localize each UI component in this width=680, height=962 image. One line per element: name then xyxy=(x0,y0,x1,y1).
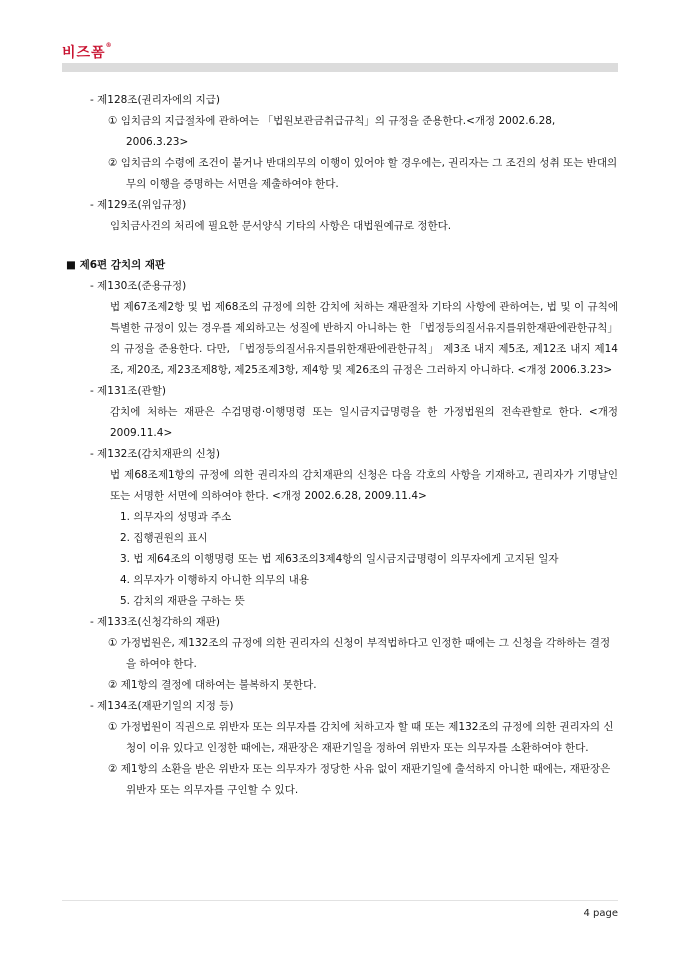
article-129-title: - 제129조(위임규정) xyxy=(90,199,187,211)
page-number: 4 page xyxy=(583,908,618,919)
article-132-item: 4. 의무자가 이행하지 아니한 의무의 내용 xyxy=(120,574,309,586)
spacer xyxy=(62,237,618,255)
article-131-title: - 제131조(관할) xyxy=(90,385,166,397)
footer-divider xyxy=(62,900,618,901)
article-132-title: - 제132조(감치재판의 신청) xyxy=(90,448,220,460)
section-title: ■ 제6편 감치의 재판 xyxy=(66,259,166,271)
article-134-title: - 제134조(재판기일의 지정 등) xyxy=(90,700,234,712)
bizform-logo xyxy=(62,42,113,62)
article-134-paragraph-1: ① 가정법원이 직권으로 위반자 또는 의무자를 감치에 처하고자 할 때 또는 제132조의 규정에 의한 권리자의 신청이 이유 있다고 인정한 때에는, 재판장은 재판기일을 정하여 위반자 또는 의무자를 소환하여야 한다. xyxy=(108,721,614,754)
logo-mark: ® xyxy=(105,42,113,49)
article-134-paragraph-2: ② 제1항의 소환을 받은 위반자 또는 의무자가 정당한 사유 없이 재판기일에 출석하지 아니한 때에는, 재판장은 위반자 또는 의무자를 구인할 수 있다. xyxy=(108,763,611,796)
article-132-body: 법 제68조제1항의 규정에 의한 권리자의 감치재판의 신청은 다음 각호의 사항을 기재하고, 권리자가 기명날인 또는 서명한 서면에 의하여야 한다. <개정 2002.6.28, 2009.11.4> xyxy=(110,469,618,502)
article-128-title: - 제128조(권리자에의 지급) xyxy=(90,94,220,106)
article-132-item: 5. 감치의 재판을 구하는 뜻 xyxy=(120,595,245,607)
article-129-body: 임치금사건의 처리에 필요한 문서양식 기타의 사항은 대법원예규로 정한다. xyxy=(110,220,452,232)
article-132-item: 1. 의무자의 성명과 주소 xyxy=(120,511,232,523)
article-132-item: 3. 법 제64조의 이행명령 또는 법 제63조의3제4항의 일시금지급명령이 의무자에게 고지된 일자 xyxy=(120,553,559,565)
article-133-paragraph-1: ① 가정법원은, 제132조의 규정에 의한 권리자의 신청이 부적법하다고 인정한 때에는 그 신청을 각하하는 결정을 하여야 한다. xyxy=(108,637,611,670)
article-131-body: 감치에 처하는 재판은 수검명령·이행명령 또는 일시금지급명령을 한 가정법원의 전속관할로 한다. <개정 2009.11.4> xyxy=(110,406,618,439)
article-133-paragraph-2: ② 제1항의 결정에 대하여는 불복하지 못한다. xyxy=(108,679,317,691)
article-128-paragraph-1: ① 임치금의 지급절차에 관하여는 「법원보관금취급규칙」의 규정을 준용한다.<개정 2002.6.28, 2006.3.23> xyxy=(108,115,556,148)
header-bar xyxy=(62,63,618,72)
article-130-title: - 제130조(준용규정) xyxy=(90,280,187,292)
article-132-item: 2. 집행권원의 표시 xyxy=(120,532,208,544)
article-133-title: - 제133조(신청각하의 재판) xyxy=(90,616,220,628)
document-body xyxy=(62,90,618,801)
article-128-paragraph-2: ② 임치금의 수령에 조건이 붙거나 반대의무의 이행이 있어야 할 경우에는, 권리자는 그 조건의 성취 또는 반대의무의 이행을 증명하는 서면을 제출하여야 한다. xyxy=(108,157,618,190)
article-130-body: 법 제67조제2항 및 법 제68조의 규정에 의한 감치에 처하는 재판절차 기타의 사항에 관하여는, 법 및 이 규칙에 특별한 규정이 있는 경우를 제외하고는 성질에 반하지 아니하는 한 「법정등의질서유지를위한재판에관한규칙」의 규정을 준용한다. 다만, 「법정등의질서유지를위한재판에관한규칙」 제3조 내지 제5조, 제12조 내지 제14조, 제20조, 제23조제8항, 제25조제3항, 제4항 및 제26조의 규정은 그러하지 아니하다. <개정 2006.3.23> xyxy=(110,301,618,376)
logo-text: 비즈폼 xyxy=(62,45,106,61)
